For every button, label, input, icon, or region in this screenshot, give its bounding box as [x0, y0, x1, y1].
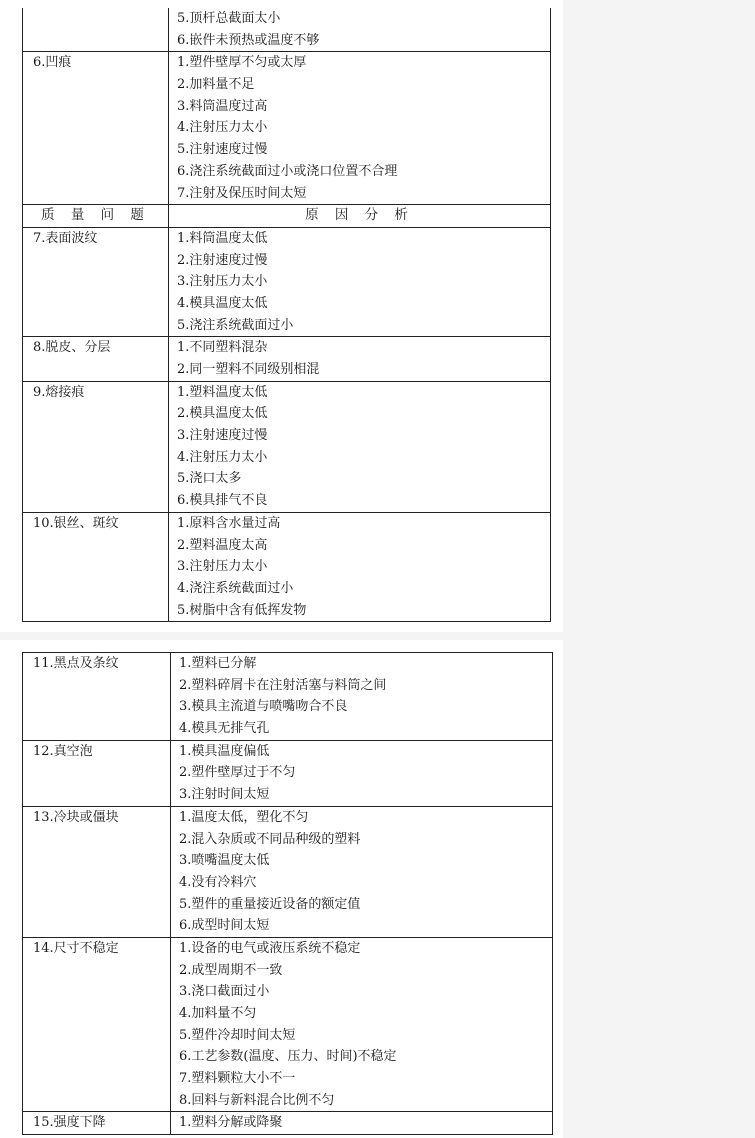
problem-cell: 7.表面波纹 [23, 227, 169, 336]
cause-line: 5.塑件的重量接近设备的额定值 [179, 896, 361, 912]
defect-row [23, 806, 553, 937]
cause-line: 1.塑料分解或降聚 [179, 1115, 283, 1131]
cause-line: 4.注射压力太小 [177, 449, 268, 465]
cause-line: 8.回料与新料混合比例不匀 [179, 1092, 335, 1108]
causes-cell [169, 337, 551, 381]
cause-line: 1.塑件壁厚不匀或太厚 [177, 55, 307, 71]
cause-line: 1.不同塑料混杂 [177, 340, 268, 356]
causes-cell [169, 227, 551, 336]
causes-cell [171, 806, 553, 937]
defect-row [23, 1112, 553, 1135]
cause-line: 6.成型时间太短 [179, 918, 270, 934]
cause-line: 1.塑料已分解 [179, 656, 257, 671]
cause-line: 1.料筒温度太低 [177, 230, 268, 246]
cause-line: 4.没有冷料穴 [179, 874, 257, 890]
cause-line: 6.嵌件未预热或温度不够 [177, 32, 320, 48]
causes-cell [171, 653, 553, 741]
causes-cell [169, 512, 551, 621]
problem-cell: 13.冷块或僵块 [23, 806, 171, 937]
cause-line: 2.塑料温度太高 [177, 537, 268, 553]
cause-line: 3.注射速度过慢 [177, 428, 268, 444]
defect-row [23, 8, 551, 52]
problem-cell: 15.强度下降 [23, 1112, 171, 1135]
causes-cell [171, 1112, 553, 1135]
cause-line: 4.加料量不匀 [179, 1006, 257, 1021]
causes-cell [169, 52, 551, 205]
causes-cell [171, 937, 553, 1112]
cause-line: 3.注射压力太小 [177, 559, 268, 575]
defect-row [23, 227, 551, 336]
cause-line: 5.浇注系统截面过小 [177, 317, 294, 333]
cause-line: 3.浇口截面过小 [179, 984, 270, 1000]
cause-line: 1.塑料温度太低 [177, 384, 268, 400]
cause-line: 2.加料量不足 [177, 77, 255, 93]
cause-line: 7.注射及保压时间太短 [177, 185, 307, 201]
defect-row [23, 937, 553, 1112]
cause-line: 4.模具温度太低 [177, 295, 268, 311]
cause-line: 3.模具主流道与喷嘴吻合不良 [179, 699, 348, 715]
cause-line: 5.树脂中含有低挥发物 [177, 602, 307, 618]
problem-cell: 10.银丝、斑纹 [23, 512, 169, 621]
problem-cell [23, 8, 169, 52]
causes-cell [169, 8, 551, 52]
cause-line: 6.模具排气不良 [177, 493, 268, 509]
cause-line: 5.浇口太多 [177, 471, 242, 487]
cause-line: 5.顶杆总截面太小 [177, 11, 281, 26]
cause-line: 5.注射速度过慢 [177, 142, 268, 158]
defect-row [23, 381, 551, 512]
cause-line: 1.温度太低，塑化不匀 [179, 809, 309, 825]
cause-line: 4.浇注系统截面过小 [177, 580, 294, 596]
problem-cell: 8.脱皮、分层 [23, 337, 169, 381]
cause-line: 4.模具无排气孔 [179, 721, 270, 737]
cause-line: 1.原料含水量过高 [177, 515, 281, 531]
cause-line: 2.成型周期不一致 [179, 962, 283, 978]
defect-row [23, 512, 551, 621]
problem-cell: 6.凹痕 [23, 52, 169, 205]
cause-line: 3.注射时间太短 [179, 787, 270, 803]
problem-cell: 12.真空泡 [23, 740, 171, 806]
cause-line: 2.注射速度过慢 [177, 252, 268, 268]
defect-row [23, 337, 551, 381]
cause-line: 2.混入杂质或不同品种级的塑料 [179, 831, 361, 847]
causes-cell [171, 740, 553, 806]
defect-row [23, 52, 551, 205]
cause-line: 3.料筒温度过高 [177, 98, 268, 114]
cause-line: 2.塑件壁厚过于不匀 [179, 765, 296, 781]
table-header-row [23, 205, 551, 228]
cause-line: 3.喷嘴温度太低 [179, 853, 270, 869]
cause-line: 3.注射压力太小 [177, 274, 268, 290]
cause-line: 4.注射压力太小 [177, 120, 268, 136]
cause-line: 6.工艺参数(温度、压力、时间)不稳定 [179, 1049, 397, 1065]
causes-cell [169, 381, 551, 512]
defect-row [23, 740, 553, 806]
cause-line: 1.设备的电气或液压系统不稳定 [179, 940, 361, 956]
cause-line: 2.同一塑料不同级别相混 [177, 362, 320, 378]
cause-line: 1.模具温度偏低 [179, 743, 270, 759]
header-problem: 质 量 问 题 [23, 205, 169, 228]
problem-cell: 9.熔接痕 [23, 381, 169, 512]
header-cause: 原 因 分 析 [169, 205, 551, 228]
cause-line: 5.塑件冷却时间太短 [179, 1027, 296, 1043]
cause-line: 2.模具温度太低 [177, 406, 268, 422]
cause-line: 7.塑料颗粒大小不一 [179, 1071, 296, 1087]
problem-cell: 11.黑点及条纹 [23, 653, 171, 741]
problem-cell: 14.尺寸不稳定 [23, 937, 171, 1112]
cause-line: 6.浇注系统截面过小或浇口位置不合理 [177, 163, 398, 179]
defect-row [23, 653, 553, 741]
defect-cause-table-1 [22, 8, 551, 622]
defect-cause-table-2 [22, 652, 553, 1135]
cause-line: 2.塑料碎屑卡在注射活塞与料筒之间 [179, 677, 387, 693]
